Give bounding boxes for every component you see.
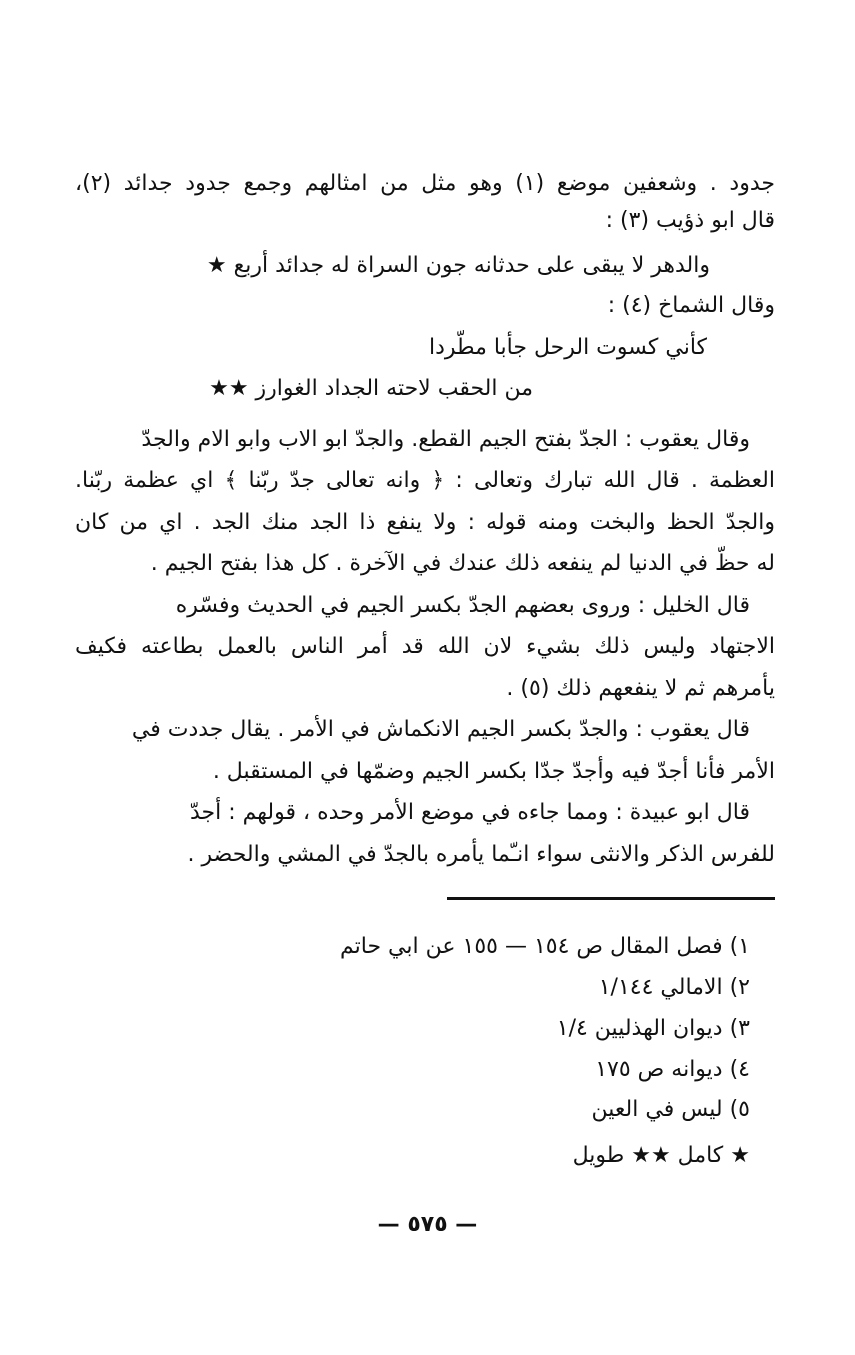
- text-line-1: جدود . وشعفين موضع (١) وهو مثل من امثالهم وجمع جدود جدائد (٢)،: [75, 171, 775, 196]
- footnote-1: ١) فصل المقال ص ١٥٤ — ١٥٥ عن ابي حاتم: [340, 934, 750, 959]
- footnote-2: ٢) الامالي ١/١٤٤: [598, 975, 750, 1000]
- footnote-3: ٣) ديوان الهذليين ١/٤: [556, 1016, 750, 1041]
- paragraph-3-line-2: الأمر فأنا أجدّ فيه وأجدّ جدّا بكسر الجيم وضمّها في المستقبل .: [212, 759, 775, 784]
- paragraph-2-line-2: الاجتهاد وليس ذلك بشيء لان الله قد أمر الناس بالعمل بطاعته فكيف: [75, 634, 775, 659]
- footnote-5: ٥) ليس في العين: [591, 1097, 750, 1122]
- text-line-2: قال ابو ذؤيب (٣) :: [605, 208, 775, 233]
- paragraph-2-line-3: يأمرهم ثم لا ينفعهم ذلك (٥) .: [506, 676, 775, 701]
- verse-line-3: من الحقب لاحته الجداد الغوارز ★★: [209, 376, 533, 401]
- paragraph-2-line-1: قال الخليل : وروى بعضهم الجدّ بكسر الجيم في الحديث وفسّره: [175, 593, 750, 618]
- paragraph-3-line-1: قال يعقوب : والجدّ بكسر الجيم الانكماش في الأمر . يقال جددت في: [131, 717, 750, 742]
- paragraph-4-line-1: قال ابو عبيدة : ومما جاءه في موضع الأمر وحده ، قولهم : أجدّ: [189, 800, 750, 825]
- paragraph-1-line-4: له حظّ في الدنيا لم ينفعه ذلك عندك في الآخرة . كل هذا بفتح الجيم .: [150, 551, 775, 576]
- text-line-4: وقال الشماخ (٤) :: [607, 293, 775, 318]
- page-number: — ٥٧٥ —: [377, 1212, 478, 1237]
- paragraph-1-line-1: وقال يعقوب : الجدّ بفتح الجيم القطع. والجدّ ابو الاب وابو الام والجدّ: [141, 427, 750, 452]
- paragraph-1-line-2: العظمة . قال الله تبارك وتعالى : ﴿ وانه تعالى جدّ ربّنا ﴾ اي عظمة ربّنا.: [75, 468, 775, 493]
- paragraph-1-line-3: والجدّ الحظ والبخت ومنه قوله : ولا ينفع ذا الجد منك الجد . اي من كان: [75, 510, 775, 535]
- footnote-separator: [447, 897, 775, 900]
- paragraph-4-line-2: للفرس الذكر والانثى سواء انـّما يأمره بالجدّ في المشي والحضر .: [187, 842, 775, 867]
- meter-legend: ★ كامل ★★ طويل: [572, 1143, 750, 1168]
- verse-line-2: كأني كسوت الرحل جأبا مطّردا: [428, 335, 707, 360]
- footnote-4: ٤) ديوانه ص ١٧٥: [595, 1057, 750, 1082]
- verse-line-1: والدهر لا يبقى على حدثانه جون السراة له جدائد أربع ★: [206, 253, 710, 278]
